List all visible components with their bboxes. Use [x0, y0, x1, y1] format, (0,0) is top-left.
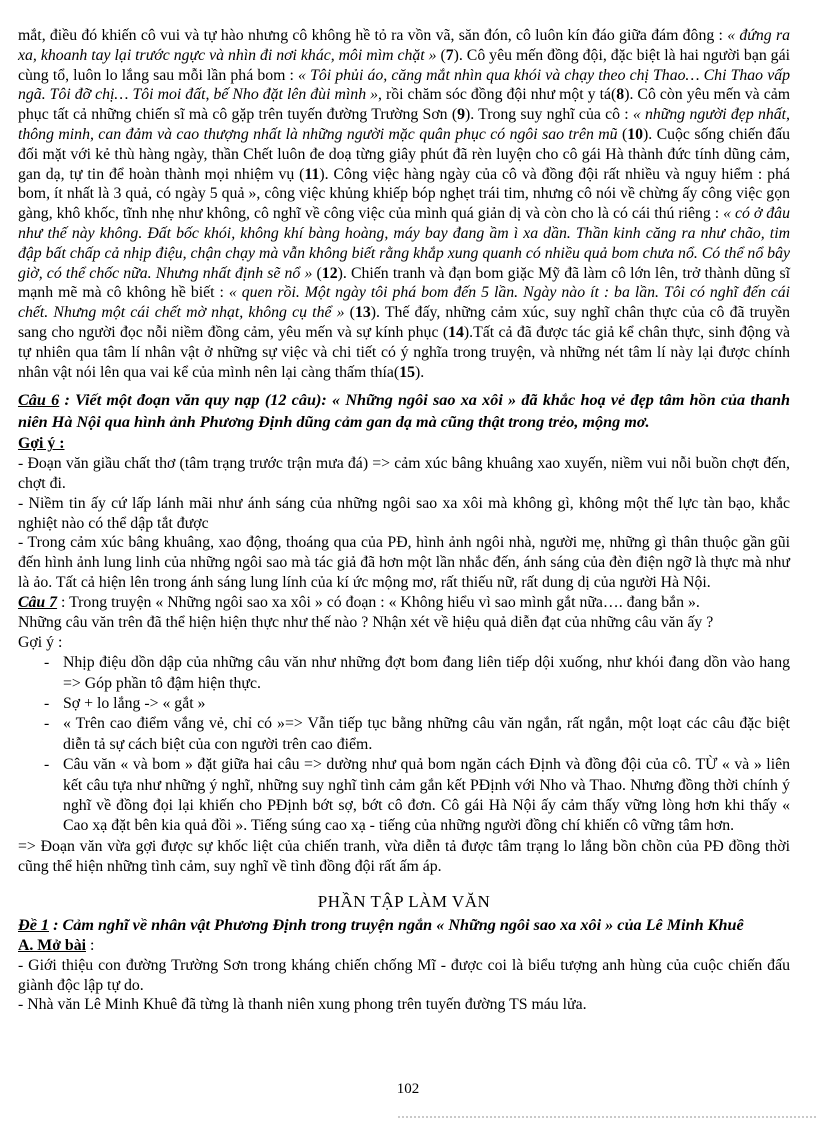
question-6-point: - Niềm tin ấy cứ lấp lánh mãi như ánh sáng của những ngôi sao xa xôi mà không gì, không một thế lực tàn bạo, khắc nghiệt nào có thể dập tắt được — [18, 494, 790, 532]
bullet-dash: - — [44, 715, 50, 733]
question-6-point: - Trong cảm xúc bâng khuâng, xao động, thoáng qua của PĐ, hình ảnh ngôi nhà, người mẹ, những gì thân thuộc gần gũi đến hình ảnh lung linh của những ngôi sao mà tác giả đã hơn một lần nhắc đến, ánh sáng của đèn điện ngỡ là thực mà như là ảo. Tất cả hiện lên trong ánh sáng lung lính của kí ức mộng mơ, rất thiếu nữ, rất dung dị của người Hà Nội. — [18, 534, 790, 591]
section-heading-tap-lam-van: PHẦN TẬP LÀM VĂN — [317, 891, 491, 911]
question-6-hint-label: Gợi ý : — [18, 435, 65, 453]
question-7-point — [18, 714, 790, 755]
question-7-point — [18, 694, 790, 714]
question-6-point: - Đoạn văn giầu chất thơ (tâm trạng trước trận mưa đá) => cảm xúc bâng khuâng xao xuyến, niềm vui nỗi buồn chợt đến, chợt đi. — [18, 455, 790, 492]
question-7-hint-label: Gợi ý : — [18, 634, 63, 652]
question-7-heading: Câu 7 : Trong truyện « Những ngôi sao xa xôi » có đoạn : « Không hiểu vì sao mình gắt nữa…. đang bắn ». — [18, 593, 700, 611]
analysis-paragraph: mắt, điều đó khiến cô vui và tự hào nhưng cô không hề tỏ ra vồn vã, săn đón, cô luôn kín đáo giữa đám đông : « đứng ra xa, khoanh tay lại trước ngực và nhìn đi nơi khác, môi mìm chặt » (7). Cô yêu mến đồng đội, đặc biệt là hai người bạn gái cùng tổ, luôn lo lắng sau mỗi lần phá bom : « Tôi phủi áo, căng mắt nhìn qua khói và chạy theo chị Thao… Chi Thao vấp ngã. Tôi đỡ chị… Tôi moi đất, bế Nho đặt lên đùi mình », rồi chăm sóc đồng đội như một y tá(8). Cô còn yêu mến và cảm phục tất cả những chiến sĩ mà cô gặp trên tuyến đường Trường Sơn (9). Trong suy nghĩ của cô : « những người đẹp nhất, thông minh, can đảm và cao thượng nhất là những người mặc quân phục có ngôi sao trên mũ (10). Cuộc sống chiến đấu đối mặt với kẻ thù hàng ngày, thần Chết luôn đe doạ từng giây phút đã rèn luyện cho cô gái Hà thành đức tính dũng cảm, gan dạ, tự tin để hoàn thành mọi nhiệm vụ (11). Công việc hàng ngày của cô và đồng đội rất nhiều và nguy hiểm : phá bom, ít nhất là 3 quả, có ngày 5 quả », công việc khủng khiếp bóp nghẹt trái tim, nhưng cô nói về chừng ấy công việc gọn gàng, khô khốc, tĩnh nhẹ như không, cô nghĩ về công việc của mình quá giản dị và còn cho là có cái thú riêng : « có ở đâu như thế này không. Đất bốc khói, không khí bàng hoàng, máy bay đang ầm ì xa dần. Thần kinh căng ra như chão, tim đập bất chấp cả nhịp điệu, chận chạy mà vẫn không biết rằng khắp xung quanh có nhiều quả bom chưa nổ. Có thể nổ bây giờ, có thể chốc nữa. Nhưng nhất định sẽ nổ » (12). Chiến tranh và đạn bom giặc Mỹ đã làm cô lớn lên, trở thành dũng sĩ mạnh mẽ mà cô không hề biết : « quen rồi. Một ngày tôi phá bom đến 5 lần. Ngày nào ít : ba lần. Tôi có nghĩ đến cái chết. Nhưng một cái chết mờ nhạt, không cụ thể » (13). Thế đấy, những cảm xúc, suy nghĩ chân thực của cô đã truyền sang cho người đọc nỗi niềm đồng cảm, yêu mến và sự kính phục (14).Tất cả đã được tác giả kể chân thực, sinh động và tự nhiên qua tâm lí nhân vật ở những sự việc và chi tiết có ý nghĩa trong truyện, và những nét tâm lí này lại được chính nhân vật nói lên qua vai kể của mình nên lại càng thấm thía(15). — [18, 27, 791, 381]
question-7-question: Những câu văn trên đã thể hiện hiện thực như thế nào ? Nhận xét về hiệu quả diễn đạt của những câu văn ấy ? — [18, 613, 714, 631]
topic-1-heading: Đề 1 : Cảm nghĩ về nhân vật Phương Định trong truyện ngắn « Những ngôi sao xa xôi » của Lê Minh Khuê — [18, 915, 744, 934]
question-7-point-text: Sợ + lo lắng -> « gắt » — [63, 694, 206, 712]
opening-point: - Nhà văn Lê Minh Khuê đã từng là thanh niên xung phong trên tuyến đường TS máu lửa. — [18, 996, 587, 1014]
page-number: 102 — [396, 1081, 420, 1097]
question-6-heading: Câu 6 : Viết một đoạn văn quy nạp (12 câu): « Những ngôi sao xa xôi » đã khắc hoạ vẻ đẹp tâm hồn của thanh niên Hà Nội qua hình ảnh Phương Định dũng cảm gan dạ mà cũng thật trong trẻo, mộng mơ. — [18, 391, 790, 431]
question-7-point — [18, 755, 790, 837]
dotted-separator — [398, 1116, 816, 1118]
question-7-conclusion: => Đoạn văn vừa gợi được sự khốc liệt của chiến tranh, vừa diễn tả được tâm trạng lo lắng bồn chồn của PĐ đồng thời cũng thể hiện những tình cảm, suy nghĩ về tình đồng đội rất ấm áp. — [18, 837, 790, 876]
question-7-point-text: Câu văn « và bom » đặt giữa hai câu => dường như quả bom ngăn cách Định và đồng đội của cô. TỪ « và » liên kết câu tựa như những ý nghĩ, những suy nghĩ tình cảm gắn kết PĐịnh với Nho và Thao. Nhưng đồng thời chính ý nghĩ về đồng đọi lại khiến cho PĐịnh bớt sợ, bớt cô đơn. Cô gái Hà Nội ấy cảm thấy vững lòng hơn khi thấy « Cao xạ đặt bên kia quả đồi ». Tiếng súng cao xạ - tiếng của những người đồng chí khiến cô vững tâm hơn. — [63, 756, 790, 835]
opening-section-label: A. Mở bài : — [18, 937, 95, 955]
question-7-point-text: « Trên cao điểm vắng vẻ, chỉ có »=> Vẫn tiếp tục bằng những câu văn ngắn, rất ngắn, một loạt các câu đặc biệt diễn tả sự cách biệt của con người trên cao điểm. — [63, 715, 790, 753]
bullet-dash: - — [44, 694, 50, 712]
bullet-dash: - — [44, 756, 50, 774]
question-7-point-text: Nhịp điệu dồn dập của những câu văn như những đợt bom đang liên tiếp dội xuống, như khói đang dồn vào hang => Góp phần tô đậm hiện thực. — [63, 654, 790, 692]
opening-point: - Giới thiệu con đường Trường Sơn trong kháng chiến chống Mĩ - được coi là biểu tượng anh hùng của cuộc chiến đấu giành độc lập tự do. — [18, 956, 790, 994]
question-7-point — [18, 653, 790, 694]
bullet-dash: - — [44, 654, 50, 672]
